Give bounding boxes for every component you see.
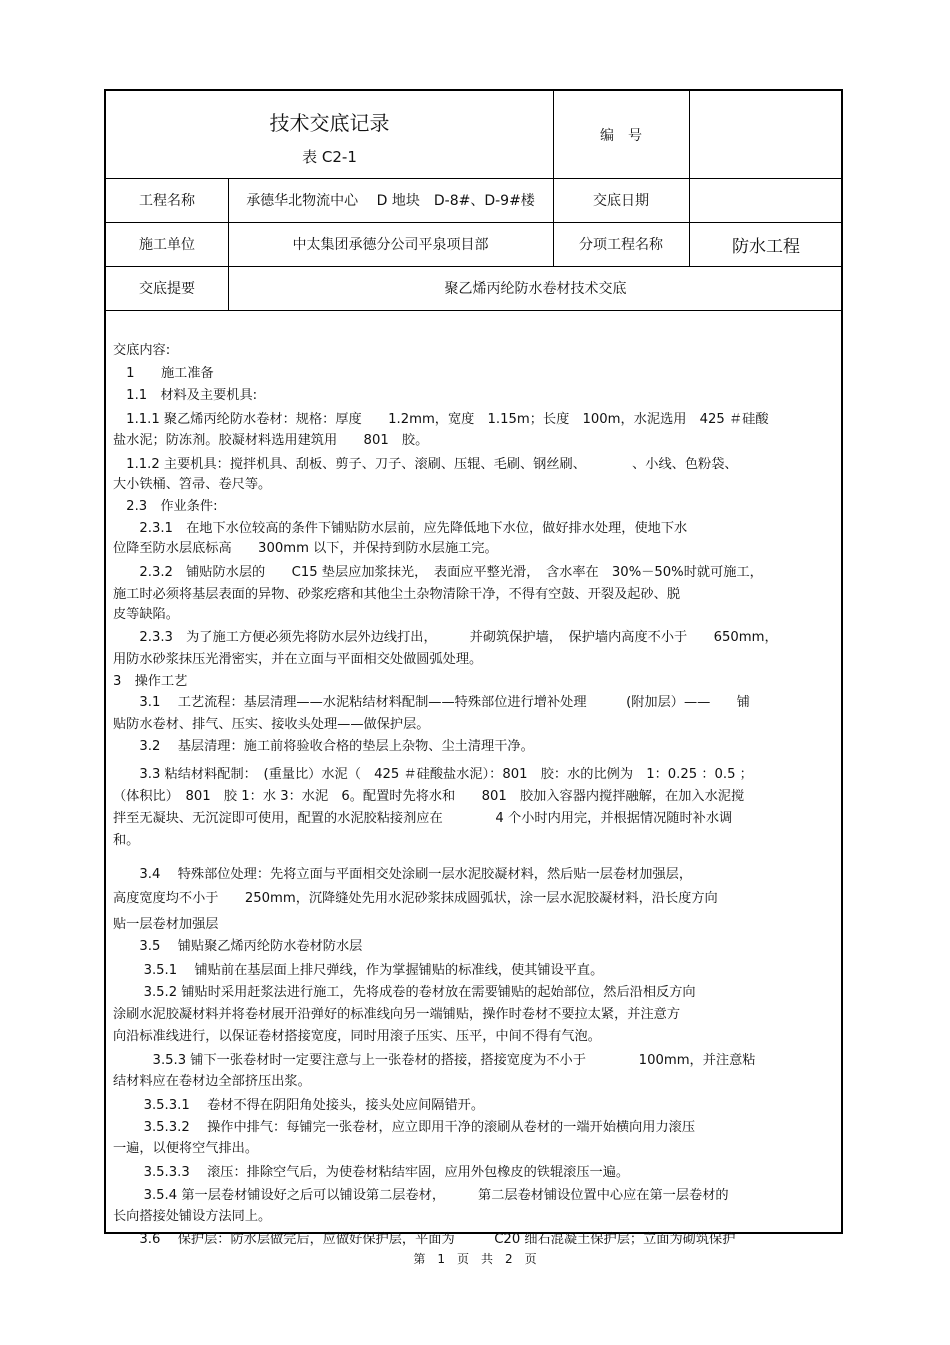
content-line: 2.3.3 为了施工方便必须先将防水层外边线打出， 并砌筑保护墙， 保护墙内高度不小于 650mm， bbox=[113, 630, 778, 645]
content-line: 3.5.2 铺贴时采用赶浆法进行施工，先将成卷的卷材放在需要铺贴的起始部位，然后沿相反方向 bbox=[113, 985, 696, 1000]
content-line: 3.3 粘结材料配制： (重量比）水泥（ 425 ＃硅酸盐水泥）：801 胶：水的比例为 1：0.25 ：0.5 ； bbox=[113, 767, 753, 782]
construction-unit-label: 施工单位 bbox=[139, 237, 195, 253]
content-line: 盐水泥；防冻剂。胶凝材料选用建筑用 801 胶。 bbox=[113, 433, 429, 448]
content-line: 1.1.2 主要机具：搅拌机具、刮板、剪子、刀子、滚刷、压辊、毛刷、钢丝刷、 、小线、色粉袋、 bbox=[113, 457, 738, 472]
content-line: 1 施工准备 bbox=[113, 366, 214, 381]
form-table bbox=[104, 89, 843, 1247]
content-line: 2.3 作业条件: bbox=[113, 499, 218, 514]
content-line: 贴一层卷材加强层 bbox=[113, 917, 219, 932]
sub-project-value: 防水工程 bbox=[732, 236, 800, 257]
content-line: 3.5.3.1 卷材不得在阴阳角处接头，接头处应间隔错开。 bbox=[113, 1098, 485, 1113]
content-line: 1.1.1 聚乙烯丙纶防水卷材：规格：厚度 1.2mm，宽度 1.15m；长度 100m，水泥选用 425 ＃硅酸 bbox=[113, 412, 769, 427]
content-line: 用防水砂浆抹压光滑密实，并在立面与平面相交处做圆弧处理。 bbox=[113, 652, 483, 667]
content-line: 和。 bbox=[113, 833, 140, 848]
date-label: 交底日期 bbox=[593, 193, 649, 209]
content-line: 2.3.2 铺贴防水层的 C15 垫层应加浆抹光， 表面应平整光滑， 含水率在 30%－50%时就可施工， bbox=[113, 565, 763, 580]
content-line: 3 操作工艺 bbox=[113, 674, 188, 689]
row-divider bbox=[106, 310, 841, 311]
content-line: （体积比） 801 胶 1：水 3：水泥 6。配置时先将水和 801 胶加入容器内搅拌融解，在加入水泥搅 bbox=[113, 789, 745, 804]
content-line: 结材料应在卷材边全部挤压出浆。 bbox=[113, 1074, 311, 1089]
content-line: 皮等缺陷。 bbox=[113, 607, 179, 622]
number-value bbox=[689, 91, 843, 178]
content-line: 拌至无凝块、无沉淀即可使用，配置的水泥胶粘接剂应在 4 个小时内用完，并根据情况随时补水调 bbox=[113, 811, 733, 826]
content-line: 1.1 材料及主要机具: bbox=[113, 388, 258, 403]
content-line: 一遍，以便将空气排出。 bbox=[113, 1141, 259, 1156]
content-line: 高度宽度均不小于 250mm，沉降缝处先用水泥砂浆抹成圆弧状，涂一层水泥胶凝材料，沿长度方向 bbox=[113, 891, 718, 906]
content-line: 2.3.1 在地下水位较高的条件下铺贴防水层前，应先降低地下水位，做好排水处理，使地下水 bbox=[113, 521, 688, 536]
content-line: 交底内容: bbox=[113, 343, 171, 358]
date-value bbox=[689, 178, 843, 222]
content-line: 3.5.1 铺贴前在基层面上排尺弹线，作为掌握铺贴的标准线，使其铺设平直。 bbox=[113, 963, 604, 978]
document-title: 技术交底记录 bbox=[269, 110, 390, 135]
content-line: 向沿标准线进行，以保证卷材搭接宽度，同时用滚子压实、压平，中间不得有气泡。 bbox=[113, 1029, 601, 1044]
number-label: 编 号 bbox=[600, 127, 642, 144]
content-line: 贴防水卷材、排气、压实、接收头处理——做保护层。 bbox=[113, 717, 430, 732]
page-footer: 第 1 页 共 2 页 bbox=[413, 1252, 537, 1266]
project-name-label: 工程名称 bbox=[139, 193, 195, 209]
construction-unit-value: 中太集团承德分公司平泉项目部 bbox=[292, 237, 489, 253]
content-line: 涂刷水泥胶凝材料并将卷材展开沿弹好的标准线向另一端铺贴，操作时卷材不要拉太紧，并注意方 bbox=[113, 1007, 681, 1022]
content-line: 3.5.3.2 操作中排气：每铺完一张卷材，应立即用干净的滚刷从卷材的一端开始横向用力滚压 bbox=[113, 1120, 696, 1135]
content-line: 3.1 工艺流程：基层清理——水泥粘结材料配制——特殊部位进行增补处理 (附加层）—— 铺 bbox=[113, 695, 750, 710]
content-line: 3.2 基层清理：施工前将验收合格的垫层上杂物、尘土清理干净。 bbox=[113, 739, 534, 754]
project-name-value: 承德华北物流中心 D 地块 D-8#、D-9#楼 bbox=[246, 193, 535, 209]
summary-value: 聚乙烯丙纶防水卷材技术交底 bbox=[444, 281, 627, 297]
content-line: 长向搭接处铺设方法同上。 bbox=[113, 1209, 272, 1224]
content-line: 大小铁桶、笤帚、卷尺等。 bbox=[113, 477, 272, 492]
content-line: 3.5.3.3 滚压：排除空气后，为使卷材粘结牢固，应用外包橡皮的铁辊滚压一遍。 bbox=[113, 1165, 630, 1180]
content-line: 位降至防水层底标高 300mm 以下，并保持到防水层施工完。 bbox=[113, 541, 498, 556]
sub-project-label: 分项工程名称 bbox=[579, 237, 663, 253]
content-line: 3.5.3 铺下一张卷材时一定要注意与上一张卷材的搭接，搭接宽度为不小于 100mm，并注意粘 bbox=[113, 1053, 756, 1068]
content-line: 3.5.4 第一层卷材铺设好之后可以铺设第二层卷材， 第二层卷材铺设位置中心应在第一层卷材的 bbox=[113, 1188, 729, 1203]
content-line: 3.6 保护层：防水层做完后，应做好保护层，平面为 C20 细石混凝土保护层；立面为砌筑保护 bbox=[113, 1232, 736, 1247]
form-number: 表 C2-1 bbox=[302, 147, 357, 166]
content-line: 3.4 特殊部位处理：先将立面与平面相交处涂刷一层水泥胶凝材料，然后贴一层卷材加强层， bbox=[113, 867, 693, 882]
content-line: 3.5 铺贴聚乙烯丙纶防水卷材防水层 bbox=[113, 939, 363, 954]
content-line: 施工时必须将基层表面的异物、砂浆疙瘩和其他尘土杂物清除干净，不得有空鼓、开裂及起砂、脱 bbox=[113, 587, 681, 602]
summary-label: 交底提要 bbox=[139, 281, 195, 297]
